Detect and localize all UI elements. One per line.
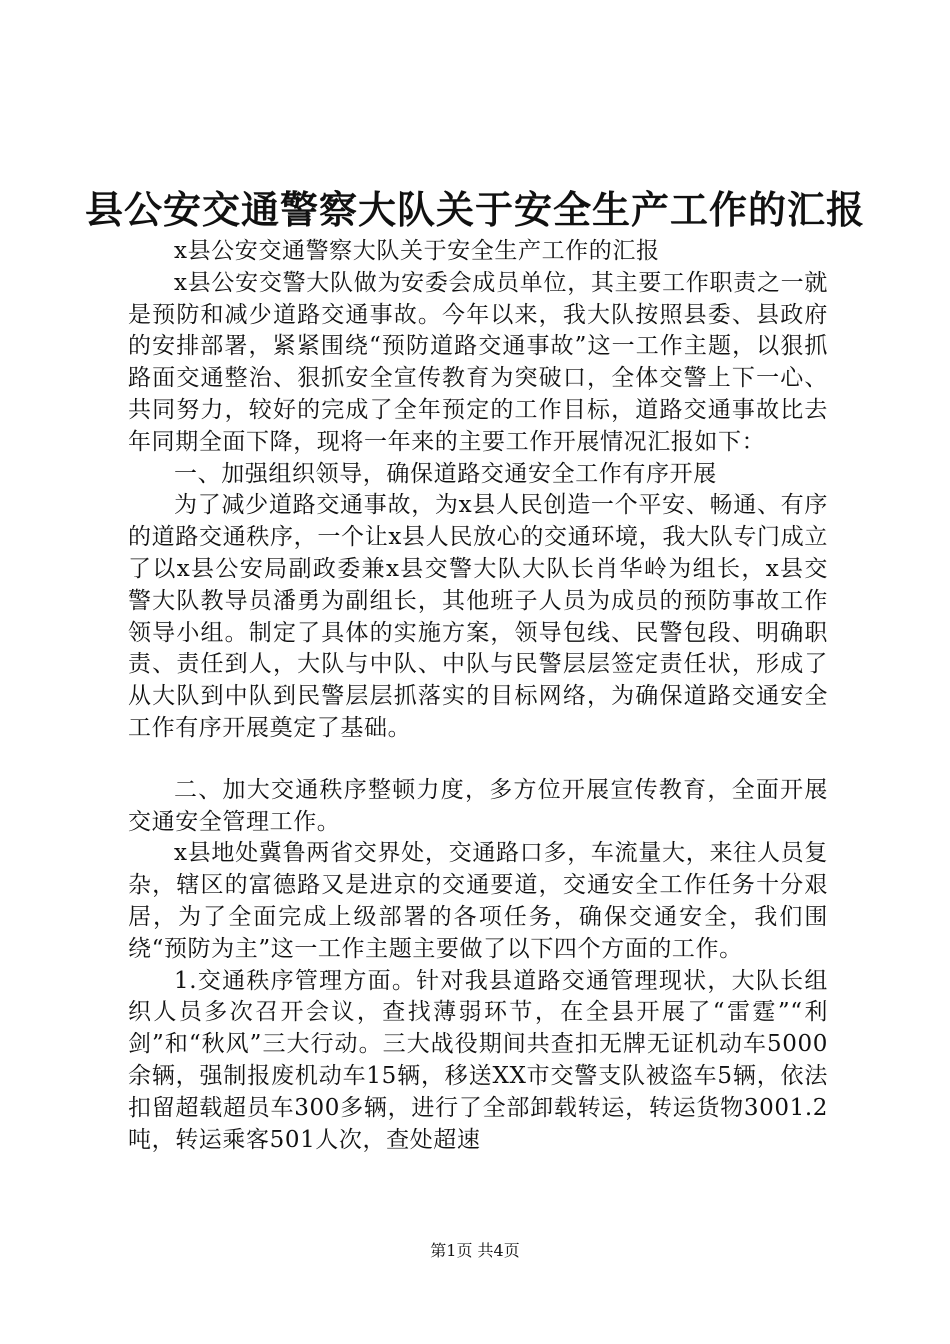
paragraph-section-1: 为了减少道路交通事故，为x县人民创造一个平安、畅通、有序的道路交通秩序，一个让x县人民放心的交通环境，我大队专门成立了以x县公安局副政委兼x县交警大队大队长肖华岭为组长，x县交警大队教导员潘勇为副组长，其他班子人员为成员的预防事故工作领导小组。制定了具体的实施方案，领导包线、民警包段、明确职责、责任到人，大队与中队、中队与民警层层签定责任状，形成了从大队到中队到民警层层抓落实的目标网络，为确保道路交通安全工作有序开展奠定了基础。 <box>128 492 828 741</box>
paragraph-intro: x县公安交警大队做为安委会成员单位，其主要工作职责之一就是预防和减少道路交通事故。今年以来，我大队按照县委、县政府的安排部署，紧紧围绕“预防道路交通事故”这一工作主题，以狠抓路面交通整治、狠抓安全宣传教育为突破口，全体交警上下一心、共同努力，较好的完成了全年预定的工作目标，道路交通事故比去年同期全面下降，现将一年来的主要工作开展情况汇报如下： <box>128 269 828 455</box>
page-title: 县公安交通警察大队关于安全生产工作的汇报 <box>84 187 865 232</box>
paragraph-gap <box>128 745 828 775</box>
paragraph-section-2: x县地处冀鲁两省交界处，交通路口多，车流量大，来往人员复杂，辖区的富德路又是进京的交通要道，交通安全工作任务十分艰居，为了全面完成上级部署的各项任务，确保交通安全，我们围绕“预防为主”这一工作主题主要做了以下四个方面的工作。 <box>128 840 828 962</box>
paragraph-item-1: 1.交通秩序管理方面。针对我县道路交通管理现状，大队长组织人员多次召开会议，查找薄弱环节，在全县开展了“雷霆”“利剑”和“秋风”三大行动。三大战役期间共查扣无牌无证机动车5000余辆，强制报废机动车15辆，移送XX市交警支队被盗车5辆，依法扣留超载超员车300多辆，进行了全部卸载转运，转运货物3001.2吨，转运乘客501人次，查处超速 <box>128 967 828 1153</box>
section-heading-2: 二、加大交通秩序整顿力度，多方位开展宣传教育，全面开展交通安全管理工作。 <box>128 776 828 835</box>
document-subtitle: x县公安交通警察大队关于安全生产工作的汇报 <box>174 238 660 264</box>
section-heading-1: 一、加强组织领导，确保道路交通安全工作有序开展 <box>174 460 717 487</box>
page-number: 第1页 共4页 <box>430 1241 520 1260</box>
document-body <box>128 236 828 1156</box>
